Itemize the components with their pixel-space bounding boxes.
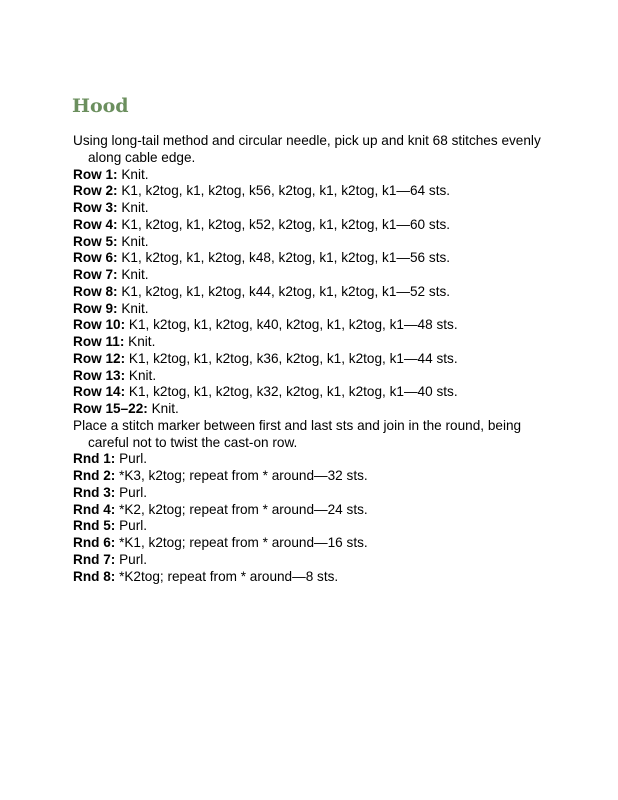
row-instruction (73, 384, 543, 401)
row-text: K1, k2tog, k1, k2tog, k52, k2tog, k1, k2tog, k1—60 sts. (117, 216, 451, 232)
row-text: Knit. (125, 367, 157, 383)
row-instruction (73, 351, 543, 368)
row-text: Knit. (117, 166, 149, 182)
round-text: *K2, k2tog; repeat from * around—24 sts. (115, 501, 368, 517)
round-text: Purl. (115, 518, 148, 534)
row-instruction (73, 200, 543, 217)
row-label: Row 4: (73, 216, 118, 232)
row-text: Knit. (117, 233, 149, 249)
row-label: Row 13: (73, 367, 126, 383)
round-text: Purl. (115, 484, 148, 500)
round-text: *K2tog; repeat from * around—8 sts. (115, 568, 339, 584)
round-instruction (73, 468, 543, 485)
row-label: Row 2: (73, 183, 118, 199)
row-text: K1, k2tog, k1, k2tog, k36, k2tog, k1, k2tog, k1—44 sts. (125, 350, 458, 366)
row-instruction (73, 217, 543, 234)
section-heading: Hood (72, 95, 129, 117)
row-text: Knit. (117, 300, 149, 316)
row-instruction (73, 401, 543, 418)
row-text: Knit. (147, 401, 179, 416)
row-instruction (73, 317, 543, 334)
row-label: Row 9: (73, 300, 118, 316)
row-instruction (73, 183, 543, 200)
row-instruction (73, 301, 543, 318)
round-instruction (73, 535, 543, 552)
row-text: K1, k2tog, k1, k2tog, k40, k2tog, k1, k2tog, k1—48 sts. (125, 317, 458, 333)
round-instruction (73, 502, 543, 519)
round-label: Rnd 5: (73, 518, 116, 534)
row-list (73, 167, 543, 418)
row-instruction (73, 167, 543, 184)
row-label: Row 3: (73, 200, 118, 215)
row-instruction (73, 368, 543, 385)
round-instruction (73, 518, 543, 535)
marker-note: Place a stitch marker between first and last sts and join in the round, being careful not to twist the cast-on row. (73, 417, 522, 450)
row-text: K1, k2tog, k1, k2tog, k56, k2tog, k1, k2tog, k1—64 sts. (117, 183, 451, 199)
round-text: Purl. (115, 451, 148, 467)
round-label: Rnd 6: (73, 535, 116, 550)
row-instruction (73, 284, 543, 301)
row-text: Knit. (117, 267, 149, 282)
row-label: Row 7: (73, 267, 118, 282)
row-label: Row 6: (73, 250, 118, 266)
round-label: Rnd 7: (73, 551, 116, 567)
row-text: K1, k2tog, k1, k2tog, k48, k2tog, k1, k2tog, k1—56 sts. (117, 250, 451, 266)
round-instruction (73, 552, 543, 569)
row-label: Row 11: (73, 334, 125, 349)
round-list (73, 451, 543, 585)
round-label: Rnd 1: (73, 451, 116, 467)
row-text: Knit. (117, 200, 149, 215)
row-label: Row 14: (73, 384, 126, 400)
round-label: Rnd 4: (73, 501, 116, 517)
intro-paragraph: Using long-tail method and circular needle, pick up and knit 68 stitches evenly along cable edge. (73, 133, 541, 165)
row-label: Row 12: (73, 350, 126, 366)
round-label: Rnd 2: (73, 468, 116, 483)
round-instruction (73, 451, 543, 468)
row-label: Row 8: (73, 283, 118, 299)
row-label: Row 15–22: (73, 401, 148, 416)
row-label: Row 5: (73, 233, 118, 249)
round-instruction (73, 569, 543, 586)
row-label: Row 1: (73, 166, 118, 182)
pattern-instructions (73, 133, 543, 585)
row-instruction (73, 334, 543, 351)
round-instruction (73, 485, 543, 502)
row-text: K1, k2tog, k1, k2tog, k44, k2tog, k1, k2tog, k1—52 sts. (117, 283, 451, 299)
row-text: K1, k2tog, k1, k2tog, k32, k2tog, k1, k2tog, k1—40 sts. (125, 384, 458, 400)
row-label: Row 10: (73, 317, 126, 333)
round-text: Purl. (115, 551, 148, 567)
row-instruction (73, 267, 543, 284)
round-text: *K3, k2tog; repeat from * around—32 sts. (115, 468, 368, 483)
row-instruction (73, 250, 543, 267)
round-label: Rnd 8: (73, 568, 116, 584)
row-instruction (73, 234, 543, 251)
round-label: Rnd 3: (73, 484, 116, 500)
row-text: Knit. (124, 334, 156, 349)
round-text: *K1, k2tog; repeat from * around—16 sts. (115, 535, 368, 550)
